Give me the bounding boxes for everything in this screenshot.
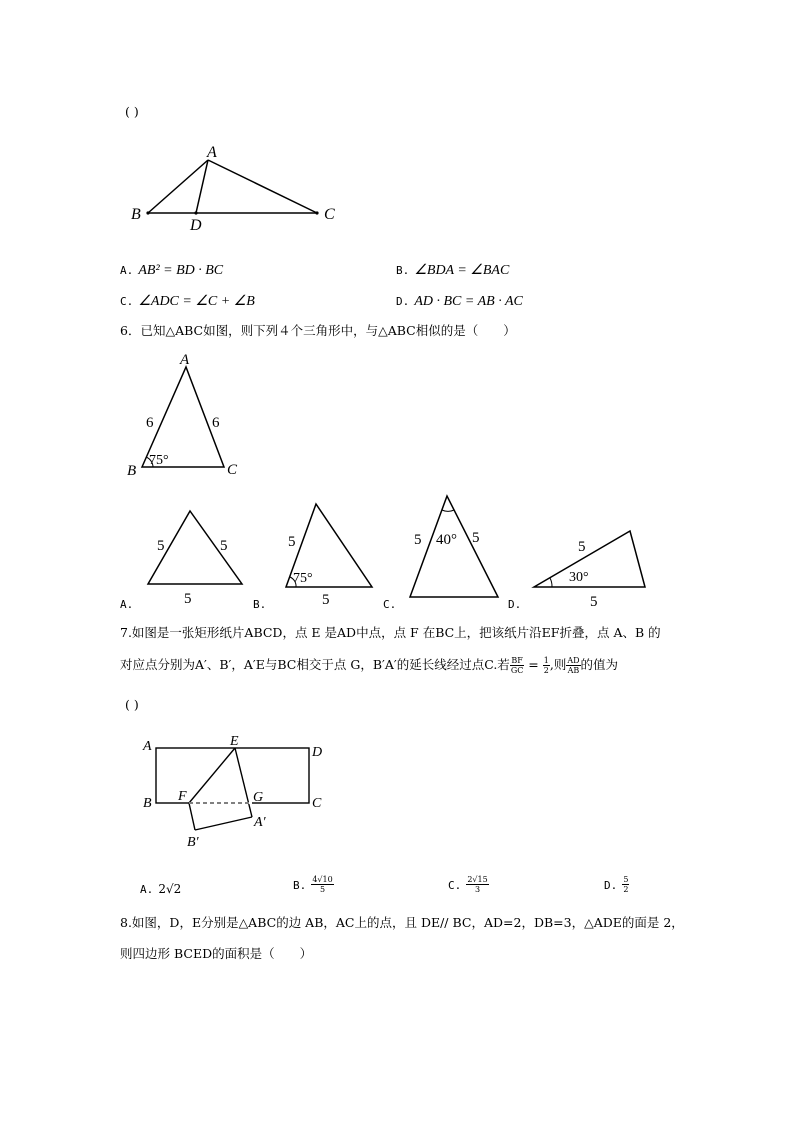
label-c: C xyxy=(324,206,335,223)
angle-b: 75° xyxy=(293,571,313,586)
option-letter: D. xyxy=(604,879,618,892)
fraction-ad-ab: $\frac{AD}{AB}$ xyxy=(567,656,580,675)
q7-text-a: 对应点分别为A′、B′，A′E与BC相交于点 G，B′A′的延长线经过点C.若 xyxy=(120,657,510,672)
option-letter: C. xyxy=(448,879,462,892)
q7-text-c: 的值为 xyxy=(580,657,619,672)
side-left: 5 xyxy=(288,534,296,550)
label-d: D xyxy=(312,745,323,760)
label-c: C xyxy=(227,462,238,478)
option-letter: A. xyxy=(140,883,154,896)
side-right: 5 xyxy=(472,530,480,546)
q6-main-triangle xyxy=(120,348,260,478)
side-ac: 6 xyxy=(212,415,220,431)
q5-option-c[interactable] xyxy=(120,290,255,310)
label-b: B xyxy=(127,463,137,478)
label-b-prime: B′ xyxy=(187,835,199,850)
q8-stem-line2: 则四边形 BCED的面积是（ ） xyxy=(120,946,313,961)
option-fraction: $\frac{5}{2}$ xyxy=(623,875,629,894)
option-letter: C. xyxy=(120,295,134,308)
q6-option-d[interactable]: D. xyxy=(508,598,522,611)
q6-option-c[interactable]: C. xyxy=(383,598,397,611)
q6-option-b[interactable]: B. xyxy=(253,598,267,611)
angle-left: 30° xyxy=(569,570,589,585)
segment-ad xyxy=(196,160,208,213)
fold-ef xyxy=(189,748,235,803)
side-bottom: 5 xyxy=(322,592,330,605)
q7-option-c[interactable] xyxy=(448,874,489,894)
side-left: 5 xyxy=(414,532,422,548)
q7-option-a[interactable] xyxy=(140,878,181,897)
q7-equals: = xyxy=(524,657,543,672)
fraction-bf-gc: $\frac{BF}{GC}$ xyxy=(510,656,524,675)
segment-fb2 xyxy=(189,803,195,830)
q7-figure xyxy=(138,732,338,850)
option-text: ∠ADC = ∠C + ∠B xyxy=(138,294,255,309)
q5-answer-paren: ( ) xyxy=(125,104,139,119)
angle-top: 40° xyxy=(436,532,457,548)
side-bottom: 5 xyxy=(184,591,192,605)
label-d: D xyxy=(190,217,202,233)
label-a: A xyxy=(180,352,190,368)
q7-text-b: ,则 xyxy=(549,657,567,672)
segment-b2a2 xyxy=(195,817,252,830)
label-a: A xyxy=(207,144,217,161)
q6-stem: 6．已知△ABC如图，则下列４个三角形中，与△ABC相似的是（ ） xyxy=(120,323,516,338)
q8-stem-line1: 8.如图，D，E分别是△ABC的边 AB，AC上的点，且 DE// BC，AD=2，DB=3，△ADE的面是 2， xyxy=(120,915,684,930)
segment-ea2 xyxy=(235,748,252,817)
q6-option-a[interactable]: A. xyxy=(120,598,134,611)
q5-option-d[interactable] xyxy=(396,290,523,310)
option-text: AB² = BD · BC xyxy=(138,263,224,278)
option-fraction: $\frac{2√15}{3}$ xyxy=(467,875,488,894)
q6-option-b-figure xyxy=(278,500,378,605)
q7-answer-paren: ( ) xyxy=(125,697,139,712)
label-e: E xyxy=(230,734,239,749)
option-text: ∠BDA = ∠BAC xyxy=(414,263,510,278)
label-b: B xyxy=(143,796,152,811)
side-top: 5 xyxy=(578,539,586,555)
q5-option-a[interactable] xyxy=(120,259,223,279)
option-letter: D. xyxy=(396,295,410,308)
q6-option-d-figure xyxy=(528,525,653,610)
q7-stem-line1: 7.如图是一张矩形纸片ABCD，点 E 是AD中点，点 F 在BC上，把该纸片沿EF折叠，点 A、B 的 xyxy=(120,625,661,640)
q5-option-b[interactable] xyxy=(396,259,509,279)
q7-stem-line2 xyxy=(120,656,618,675)
side-bottom: 5 xyxy=(590,594,598,610)
label-a-prime: A′ xyxy=(254,815,266,830)
label-g: G xyxy=(253,790,264,805)
side-left: 5 xyxy=(157,538,165,554)
option-letter: A. xyxy=(120,264,134,277)
option-fraction: $\frac{4√10}{5}$ xyxy=(312,875,333,894)
segment-ac xyxy=(208,160,317,213)
option-text: AD · BC = AB · AC xyxy=(414,294,523,309)
q6-option-a-figure xyxy=(140,505,250,605)
segment-ab xyxy=(148,160,208,213)
side-right: 5 xyxy=(220,538,228,554)
label-a: A xyxy=(143,739,152,754)
label-c: C xyxy=(312,796,322,811)
q6-option-c-figure xyxy=(402,492,512,602)
label-b: B xyxy=(131,206,141,223)
option-text: 2√2 xyxy=(158,882,182,896)
option-letter: B. xyxy=(293,879,307,892)
label-f: F xyxy=(178,789,187,804)
side-ab: 6 xyxy=(146,415,154,431)
option-letter: B. xyxy=(396,264,410,277)
q7-option-d[interactable] xyxy=(604,874,629,894)
angle-b: 75° xyxy=(149,453,169,468)
q7-option-b[interactable] xyxy=(293,874,334,894)
q5-figure xyxy=(120,138,360,233)
fraction-half: $\frac{1}{2}$ xyxy=(543,656,549,675)
